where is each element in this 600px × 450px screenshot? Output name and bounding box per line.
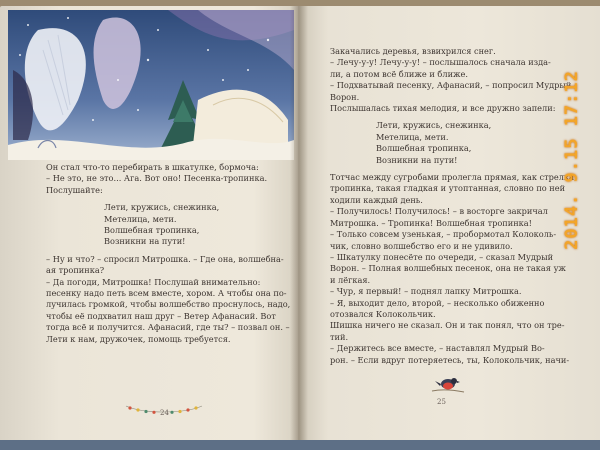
text-line: чтобы её подхватил наш друг – Ветер Афанасий. Вот	[46, 310, 276, 321]
left-page-text	[46, 162, 290, 345]
book-spread	[0, 6, 600, 450]
text-line: Ворон. – Полная волшебных песенок, она не такая уж	[330, 263, 566, 274]
poem-stanza	[330, 120, 577, 166]
text-line: песенку надо петь всем вместе, хором. А чтобы она по-	[46, 288, 287, 299]
text-line: отозвался Колокольчик.	[330, 308, 436, 319]
poem-line: Метелица, мети.	[376, 131, 449, 142]
text-line: Митрошка. – Тропинка! Волшебная тропинка!	[330, 217, 532, 228]
right-page-text	[330, 46, 577, 366]
text-line: – Подхватывай песенку, Афанасий, – попросил Мудрый	[330, 80, 572, 91]
poem-line: Волшебная тропинка,	[104, 225, 200, 236]
left-page	[0, 6, 298, 446]
winter-illustration	[8, 10, 294, 160]
text-line: ли, а потом всё ближе и ближе.	[330, 68, 469, 79]
text-line: Послушайте:	[46, 184, 103, 195]
text-line: – Шкатулку понесёте по очереди, – сказал Мудрый	[330, 251, 554, 262]
text-line: – Лечу-у-у! Лечу-у-у! – послышалось сначала изда-	[330, 57, 551, 68]
text-line: – Получилось! Получилось! – в восторге закричал	[330, 206, 548, 217]
text-line: и лёгкая.	[330, 274, 371, 285]
book-gutter	[290, 6, 308, 450]
text-line: – Держитесь все вместе, – наставлял Мудрый Во-	[330, 343, 545, 354]
poem-line: Метелица, мети.	[104, 213, 177, 224]
text-line: Он стал что-то перебирать в шкатулке, бормоча:	[46, 162, 259, 172]
text-line: – Ну и что? – спросил Митрошка. – Где она, волшебна-	[46, 253, 284, 264]
page-number-left: 24	[160, 409, 169, 417]
text-line: – Да погоди, Митрошка! Послушай внимательно:	[46, 276, 261, 287]
poem-line: Лети, кружись, снежинка,	[376, 120, 492, 131]
text-line: – Я, выходит дело, второй, – несколько обиженно	[330, 297, 545, 308]
text-line: Лети к нам, дружочек, помощь требуется.	[46, 333, 231, 344]
text-line: – Не это, не это... Ага. Вот оно! Песенка-тропинка.	[46, 173, 268, 184]
text-line: тий.	[330, 331, 349, 342]
text-line: – Только совсем узенькая, – пробормотал Колоколь-	[330, 229, 557, 240]
date-stamp-text: 2014. 9.15 17:12	[562, 70, 582, 250]
text-line: рон. – Если вдруг потеряетесь, ты, Колокольчик, начи-	[330, 354, 570, 365]
text-line: ходили каждый день.	[330, 194, 423, 205]
text-line: – Чур, я первый! – поднял лапку Митрошка.	[330, 286, 522, 297]
text-line: тропинка, такая гладкая и утоптанная, словно по ней	[330, 183, 566, 194]
text-line: Закачались деревья, взвихрился снег.	[330, 46, 496, 56]
text-line: тогда всё и получится. Афанасий, где ты? – позвал он. –	[46, 322, 290, 333]
text-line: Шишка ничего не сказал. Он и так понял, что он тре-	[330, 320, 565, 331]
poem-line: Возникни на пути!	[104, 236, 186, 247]
poem-line: Возникни на пути!	[376, 154, 458, 165]
book-cover-edge	[0, 440, 600, 450]
text-line: лучилась громкой, чтобы волшебство проснулось, надо,	[46, 299, 291, 310]
camera-date-stamp	[552, 20, 592, 300]
poem-stanza	[46, 202, 290, 248]
poem-line: Волшебная тропинка,	[376, 143, 472, 154]
text-line: Тотчас между сугробами пролегла прямая, как стрелка,	[330, 172, 577, 183]
text-line: Послышалась тихая мелодия, и все дружно запели:	[330, 103, 556, 114]
text-line: ая тропинка?	[46, 265, 105, 276]
bullfinch-icon	[430, 373, 466, 397]
page-number-right: 25	[437, 398, 446, 406]
text-line: Ворон.	[330, 91, 360, 102]
poem-line: Лети, кружись, снежинка,	[104, 202, 220, 213]
text-line: чик, словно волшебство его и не удивило.	[330, 240, 513, 251]
